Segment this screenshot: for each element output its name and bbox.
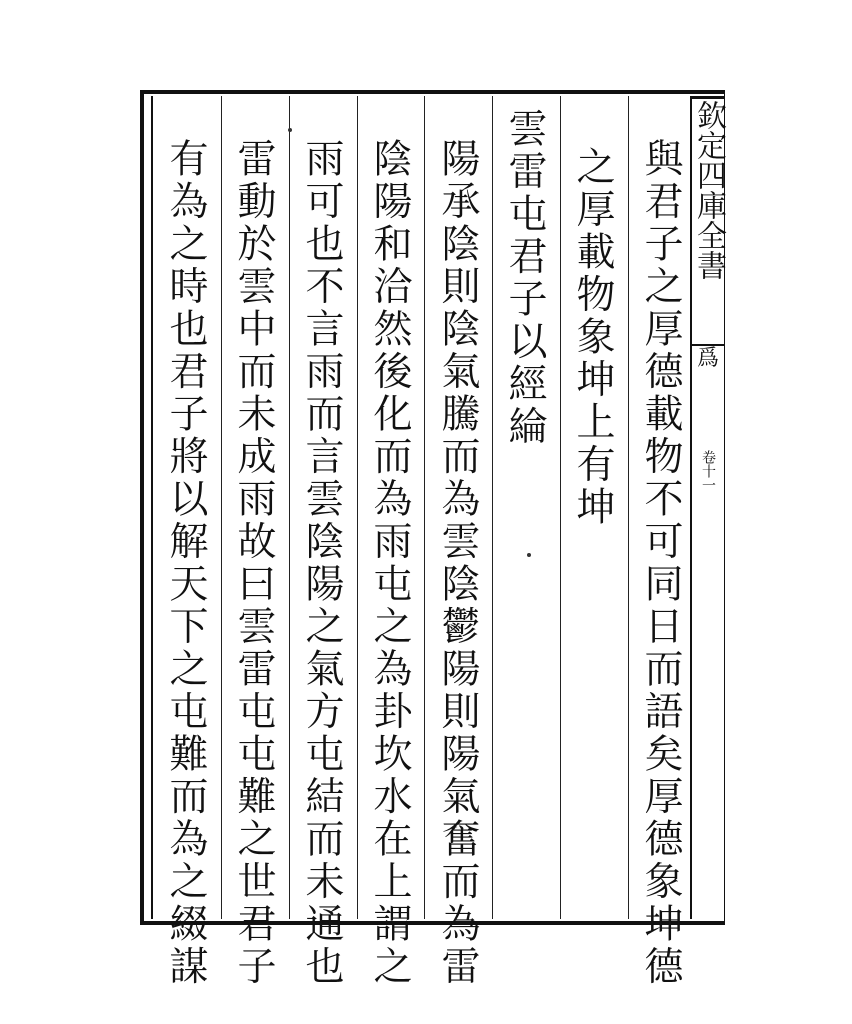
volume-label: 卷十一	[700, 450, 716, 492]
text-column-7: 雷動於雲中而未成雨故曰雲雷屯屯難之世君子	[231, 138, 276, 988]
text-column-4: 陽承陰則陰氣騰而為雲陰鬱陽則陽氣奮而為雷	[435, 138, 480, 988]
ink-speck	[527, 553, 531, 557]
fish-tail-mark: 爲	[696, 346, 719, 371]
book-title: 欽定四庫全書	[691, 100, 726, 280]
text-column-2: 之厚載物象坤上有坤	[570, 146, 615, 529]
column-rule	[221, 96, 222, 919]
text-column-1: 與君子之厚德載物不可同日而語矣厚德象坤德	[638, 138, 683, 988]
text-column-6: 雨可也不言雨而言雲陰陽之氣方屯結而未通也	[299, 138, 344, 988]
frame-inner-border	[151, 96, 153, 919]
column-rule	[560, 96, 561, 919]
text-column-8: 有為之時也君子將以解天下之屯難而為之綴謀	[163, 138, 208, 988]
column-rule	[492, 96, 493, 919]
text-column-3: 雲雷屯君子以經綸	[502, 108, 547, 448]
column-rule	[357, 96, 358, 919]
column-rule	[289, 96, 290, 919]
column-rule	[424, 96, 425, 919]
text-column-5: 陰陽和洽然後化而為雨屯之為卦坎水在上謂之	[367, 138, 412, 988]
ink-speck	[288, 128, 292, 132]
column-rule	[628, 96, 629, 919]
